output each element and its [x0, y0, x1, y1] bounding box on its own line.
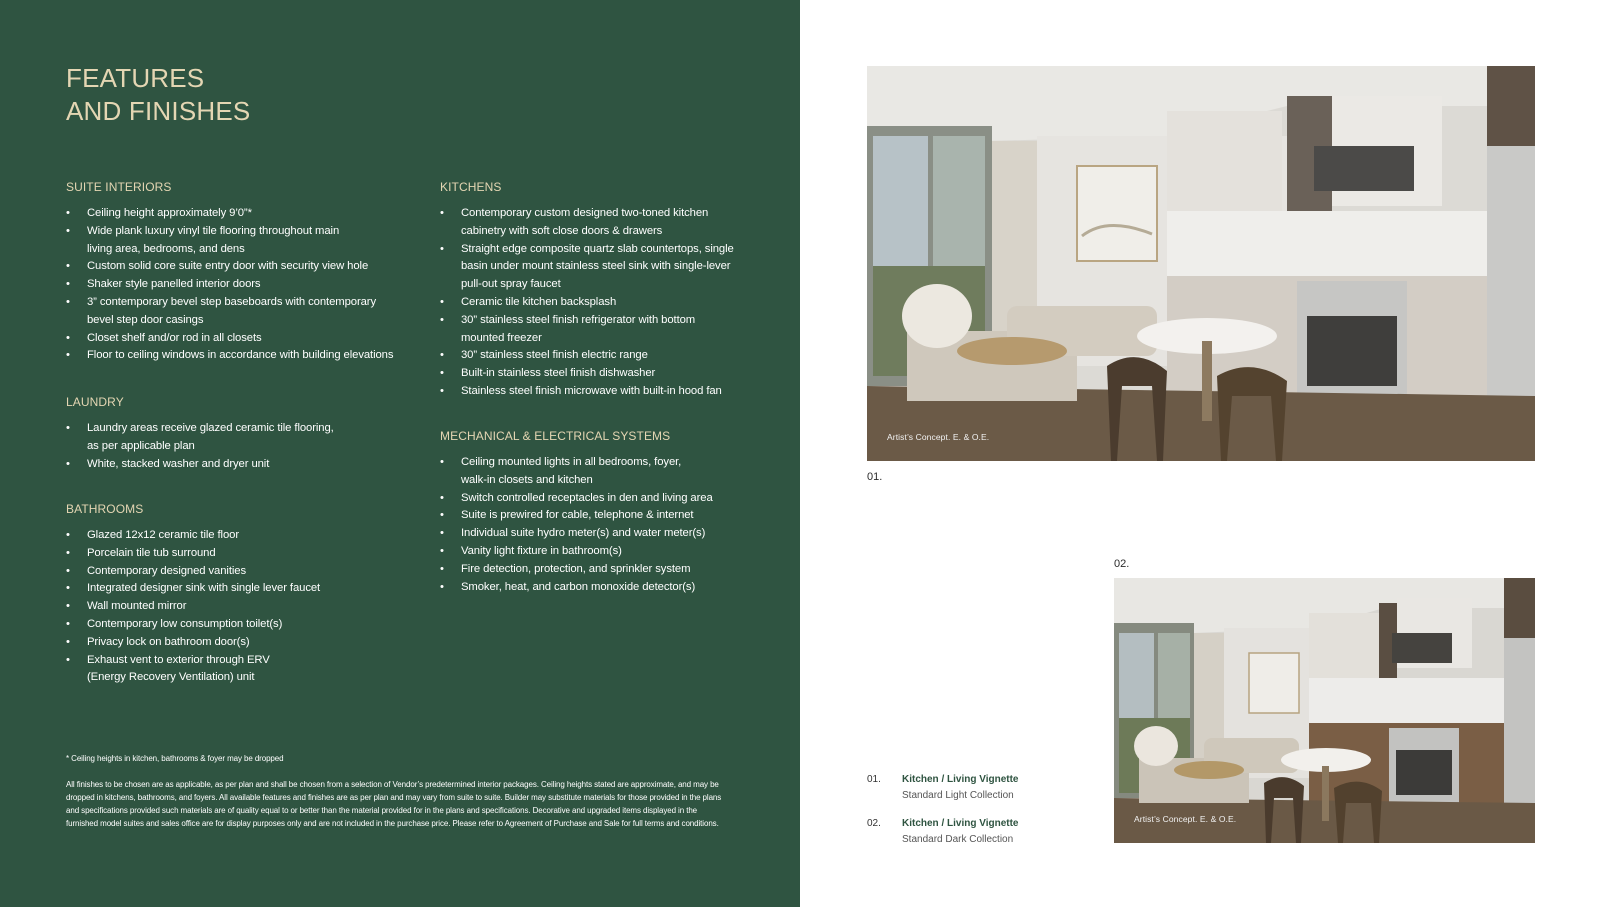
list-item: • Contemporary designed vanities — [66, 563, 406, 581]
list-item: • Exhaust vent to exterior through ERV (Energy Recovery Ventilation) unit — [66, 652, 307, 688]
list-item: • Contemporary custom designed two-toned kitchen cabinetry with soft close doors & drawers — [440, 205, 721, 241]
list-item: • Vanity light fixture in bathroom(s) — [440, 543, 750, 561]
list-item: • Switch controlled receptacles in den and living area — [440, 490, 750, 508]
section-bathrooms — [66, 502, 406, 687]
list-item: • Integrated designer sink with single lever faucet — [66, 580, 406, 598]
list-item: • Contemporary low consumption toilet(s) — [66, 616, 406, 634]
list-item: • Stainless steel finish microwave with built-in hood fan — [440, 383, 750, 401]
list-item: • 30” stainless steel finish electric range — [440, 347, 750, 365]
list-item: • Built-in stainless steel finish dishwasher — [440, 365, 750, 383]
section-suite-interiors — [66, 180, 406, 365]
photo-kitchen-living-light — [867, 66, 1535, 461]
list-item: • White, stacked washer and dryer unit — [66, 456, 406, 474]
disclaimer: All finishes to be chosen are as applicable, as per plan and shall be chosen from a selection of Vendor’s predetermined interior packages. Ceiling heights stated are approximate, and may be dropped in kitchens, bathrooms, and foyers. All available features and finishes are as per plan and may vary from suite to suite. Builder may substitute materials for those provided in the plans and specifications provided such materials are of quality equal to or better than the material provided for in the plans and specifications. Decorative and upgraded items displayed in the furnished model suites and sales office are for display purposes only and are not included in the purchase price. Please refer to Agreement of Purchase and Sale for full terms and conditions. — [66, 780, 722, 828]
list-item: • Suite is prewired for cable, telephone & internet — [440, 507, 750, 525]
list-item: • Floor to ceiling windows in accordance with building elevations — [66, 347, 406, 365]
section-mechanical-electrical — [440, 429, 750, 596]
list-item: • Smoker, heat, and carbon monoxide detector(s) — [440, 579, 750, 597]
list-item: • Glazed 12x12 ceramic tile floor — [66, 527, 406, 545]
legend-number: 02. — [867, 818, 881, 829]
list-item: • Closet shelf and/or rod in all closets — [66, 330, 406, 348]
photo-kitchen-living-dark — [1114, 578, 1535, 843]
title-line-1: FEATURES — [66, 63, 205, 93]
section-heading: LAUNDRY — [66, 395, 124, 409]
list-item: • 3” contemporary bevel step baseboards with contemporary bevel step door casings — [66, 294, 387, 330]
list-item: • Wide plank luxury vinyl tile flooring throughout main living area, bedrooms, and dens — [66, 223, 367, 259]
legend-name: Kitchen / Living Vignette — [902, 774, 1019, 785]
feature-list — [66, 205, 406, 365]
kitchen-light-illustration — [867, 66, 1535, 461]
feature-list — [440, 454, 750, 596]
section-heading: MECHANICAL & ELECTRICAL SYSTEMS — [440, 429, 671, 443]
list-item: • Wall mounted mirror — [66, 598, 406, 616]
feature-list — [440, 205, 750, 401]
legend-collection: Standard Dark Collection — [902, 834, 1014, 845]
title-line-2: AND FINISHES — [66, 96, 251, 126]
list-item: • Ceiling mounted lights in all bedrooms, foyer, walk-in closets and kitchen — [440, 454, 701, 490]
list-item: • Laundry areas receive glazed ceramic tile flooring, as per applicable plan — [66, 420, 347, 456]
list-item: • Ceiling height approximately 9’0”* — [66, 205, 406, 223]
section-heading: KITCHENS — [440, 180, 502, 194]
photo-credit: Artist’s Concept. E. & O.E. — [887, 432, 990, 442]
feature-list — [66, 420, 406, 473]
photo-number: 02. — [1114, 558, 1130, 570]
list-item: • Porcelain tile tub surround — [66, 545, 406, 563]
photo-number: 01. — [867, 471, 883, 483]
feature-list — [66, 527, 406, 687]
list-item: • Custom solid core suite entry door with security view hole — [66, 258, 406, 276]
section-kitchens — [440, 180, 750, 401]
list-item: • Shaker style panelled interior doors — [66, 276, 406, 294]
section-heading: BATHROOMS — [66, 502, 144, 516]
legend-name: Kitchen / Living Vignette — [902, 818, 1019, 829]
list-item: • Ceramic tile kitchen backsplash — [440, 294, 750, 312]
legend-number: 01. — [867, 774, 881, 785]
ceiling-footnote: * Ceiling heights in kitchen, bathrooms & foyer may be dropped — [66, 754, 284, 763]
list-item: • Privacy lock on bathroom door(s) — [66, 634, 406, 652]
legend-collection: Standard Light Collection — [902, 790, 1014, 801]
section-heading: SUITE INTERIORS — [66, 180, 172, 194]
photo-credit: Artist’s Concept. E. & O.E. — [1134, 814, 1237, 824]
list-item: • Fire detection, protection, and sprinkler system — [440, 561, 750, 579]
list-item: • Individual suite hydro meter(s) and water meter(s) — [440, 525, 750, 543]
section-laundry — [66, 395, 406, 473]
kitchen-dark-illustration — [1114, 578, 1535, 843]
page-title — [66, 62, 250, 128]
list-item: • Straight edge composite quartz slab countertops, single basin under mount stainless steel sink with single-lever pull-out spray faucet — [440, 241, 751, 294]
list-item: • 30” stainless steel finish refrigerator with bottom mounted freezer — [440, 312, 731, 348]
